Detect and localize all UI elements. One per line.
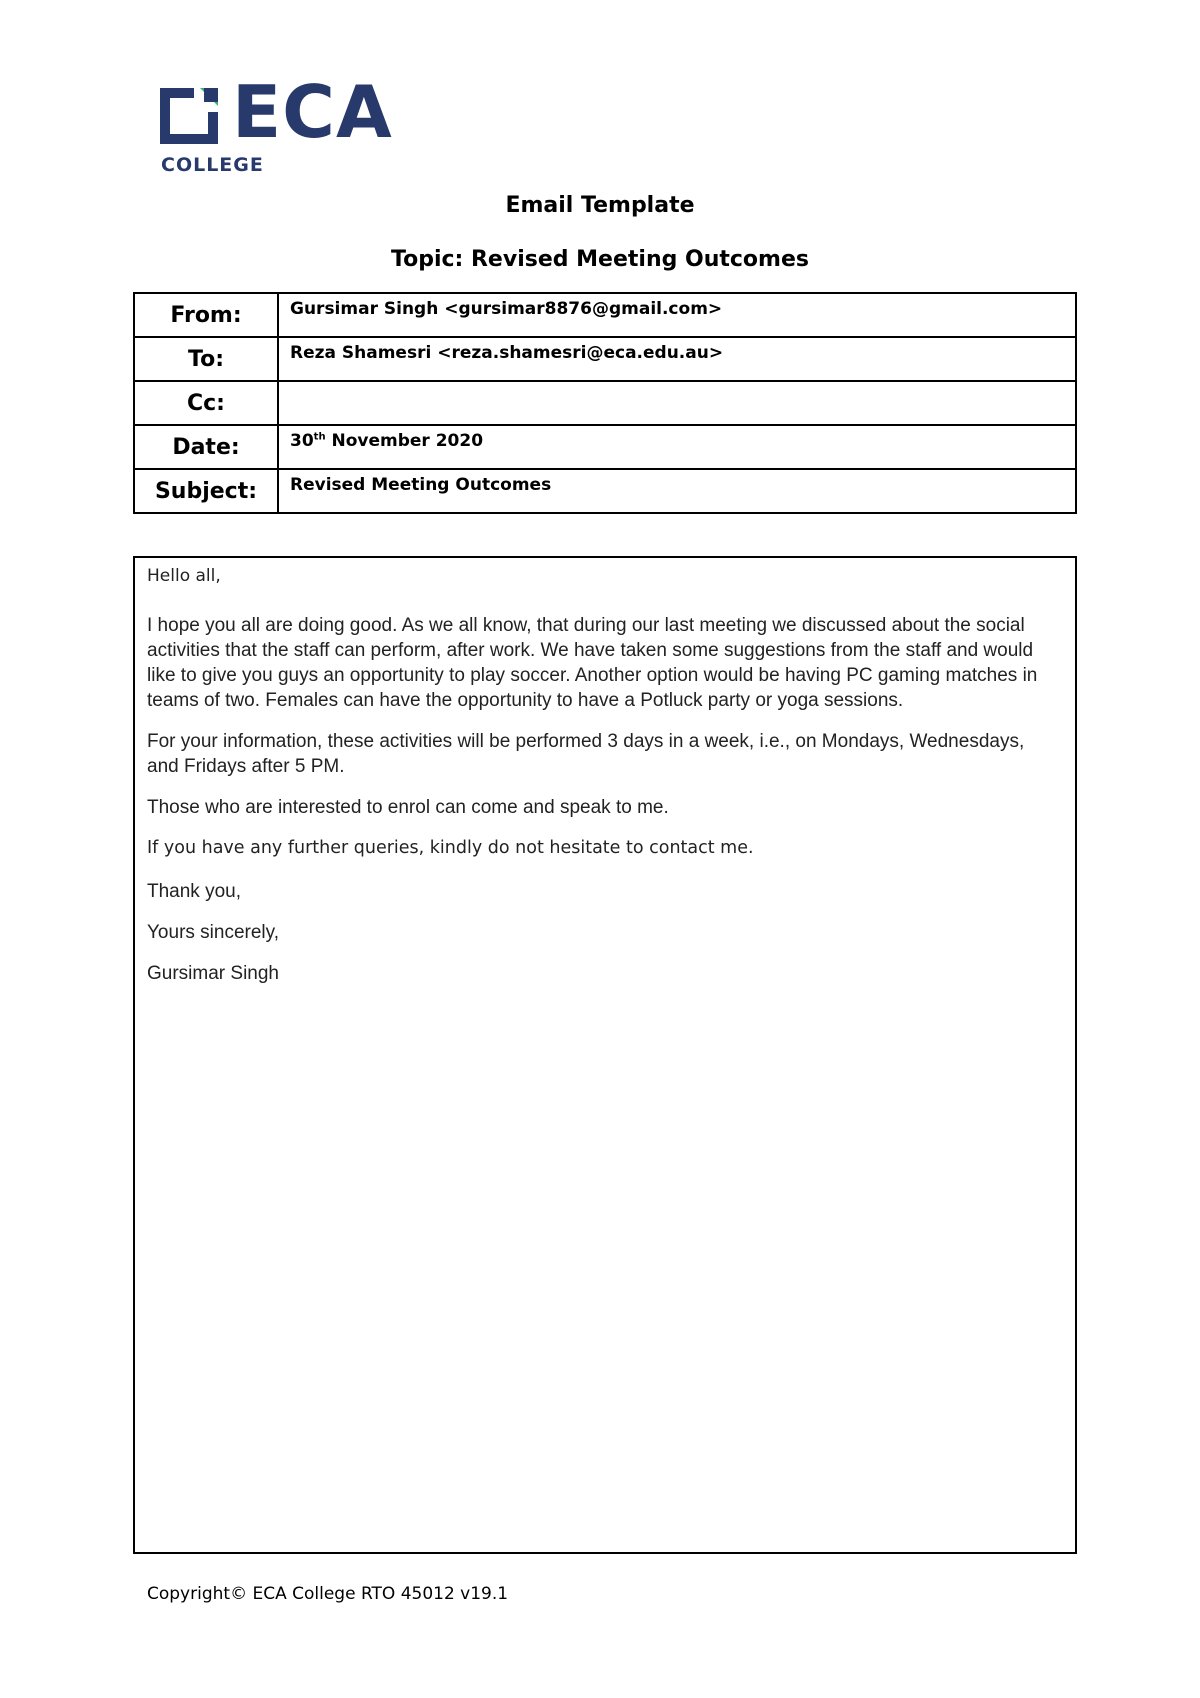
email-signature: Gursimar Singh (147, 963, 279, 984)
cc-value (278, 381, 1076, 425)
email-paragraph: Those who are interested to enrol can come and speak to me. (147, 797, 669, 818)
date-row (134, 425, 1076, 469)
date-day: 30 (290, 431, 314, 451)
date-rest: November 2020 (325, 431, 484, 451)
email-body-box (133, 556, 1077, 1554)
to-label: To: (134, 337, 278, 381)
email-paragraph: If you have any further queries, kindly do not hesitate to contact me. (147, 838, 754, 858)
email-signoff: Yours sincerely, (147, 922, 280, 943)
email-paragraph: I hope you all are doing good. As we all know, that during our last meeting we discussed about the social activities that the staff can perform, after work. We have taken some suggestions from the staff and would like to give you guys an opportunity to play soccer. Another option would be having PC gaming matches in teams of two. Females can have the opportunity to have a Potluck party or yoga sessions. (147, 615, 1038, 711)
subject-label: Subject: (134, 469, 278, 513)
subject-row (134, 469, 1076, 513)
logo-subtext: COLLEGE (161, 154, 264, 176)
to-value: Reza Shamesri <reza.shamesri@eca.edu.au> (278, 337, 1076, 381)
from-value: Gursimar Singh <gursimar8876@gmail.com> (278, 293, 1076, 337)
subject-value: Revised Meeting Outcomes (278, 469, 1076, 513)
eca-college-logo (160, 70, 420, 176)
email-body-text (147, 564, 1061, 1002)
cc-row (134, 381, 1076, 425)
email-closing: Thank you, (147, 881, 241, 902)
cc-label: Cc: (134, 381, 278, 425)
date-label: Date: (134, 425, 278, 469)
logo-wordmark: ECA (232, 70, 393, 154)
document-topic: Topic: Revised Meeting Outcomes (391, 247, 809, 272)
email-greeting: Hello all, (147, 566, 221, 586)
to-row (134, 337, 1076, 381)
from-row (134, 293, 1076, 337)
email-paragraph: For your information, these activities will be performed 3 days in a week, i.e., on Mondays, Wednesdays, and Fridays after 5 PM. (147, 731, 1025, 777)
email-header-table (133, 292, 1077, 514)
document-title: Email Template (505, 193, 695, 218)
from-label: From: (134, 293, 278, 337)
eca-logo-icon (160, 88, 218, 144)
date-suffix: th (313, 431, 326, 443)
copyright-footer: Copyright© ECA College RTO 45012 v19.1 (147, 1584, 509, 1604)
date-value (278, 425, 1076, 469)
